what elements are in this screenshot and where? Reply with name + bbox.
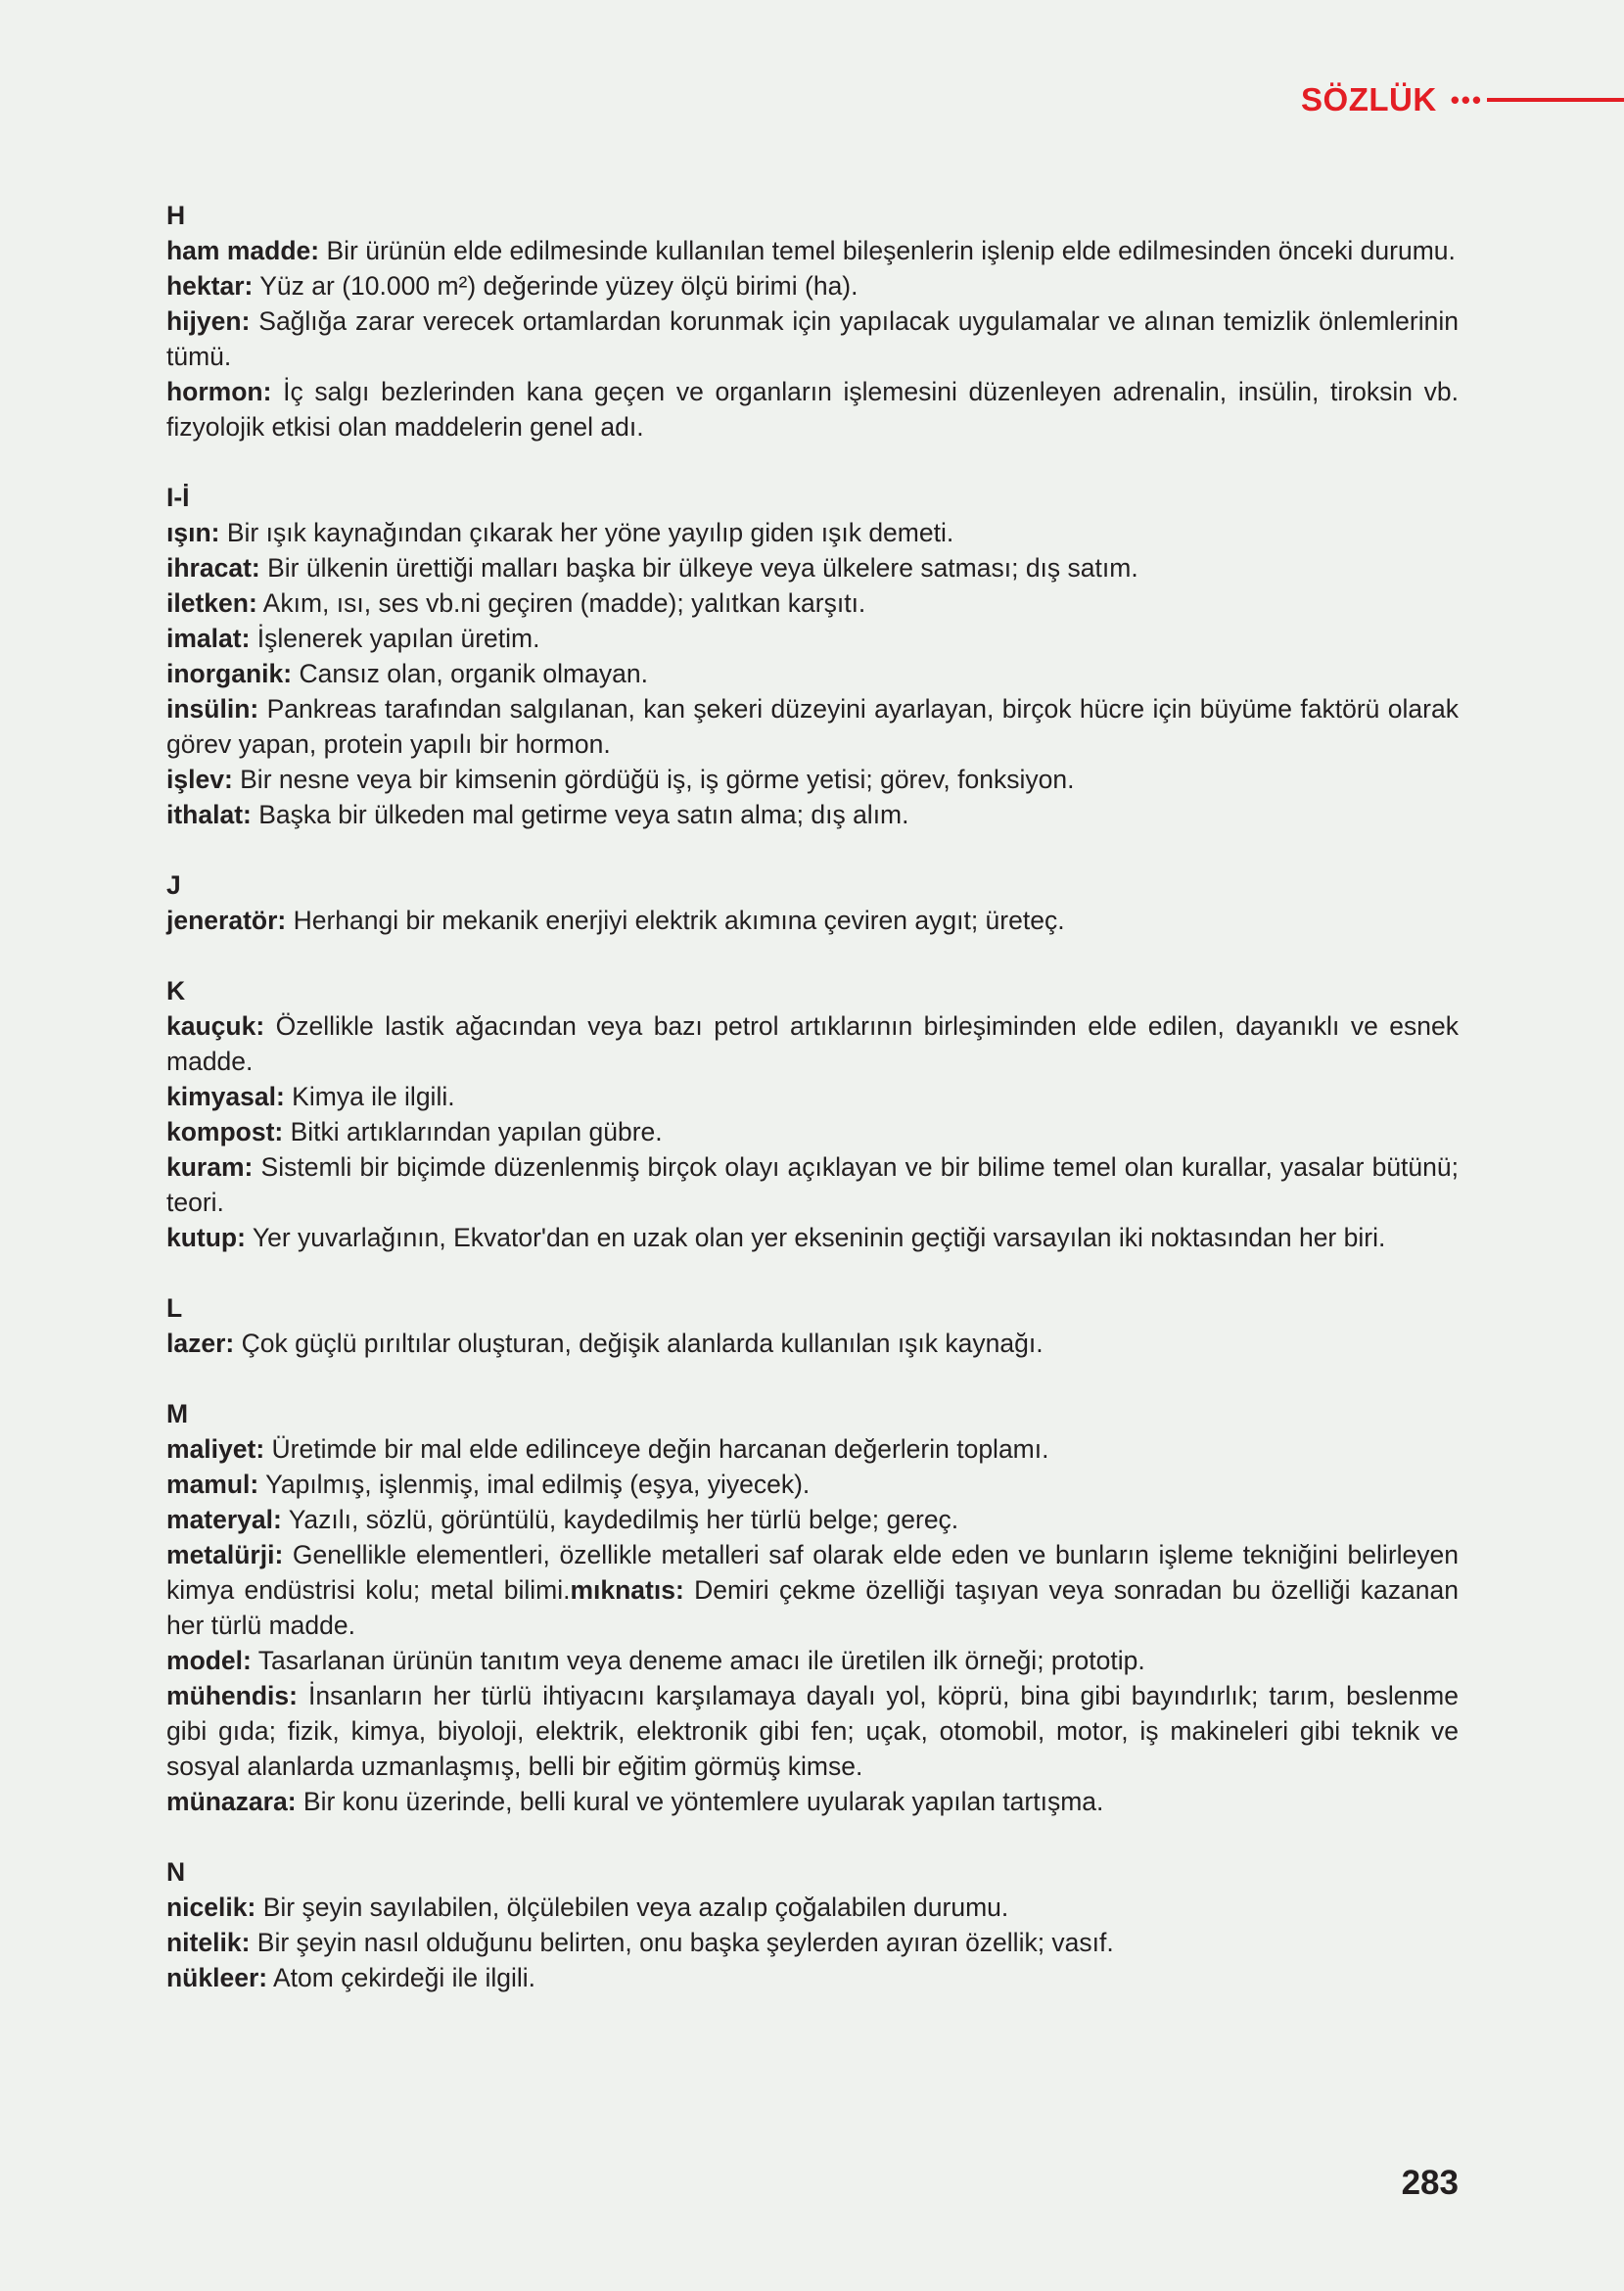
entry-definition: İç salgı bezlerinden kana geçen ve organların işlemesini düzenleyen adrenalin, insülin, tiroksin vb. fizyolojik etkisi olan maddelerin genel adı. [166, 377, 1459, 442]
section-letter: M [166, 1399, 189, 1428]
entry-definition: Herhangi bir mekanik enerjiyi elektrik akımına çeviren aygıt; üreteç. [286, 906, 1065, 935]
glossary-entry [166, 1784, 1459, 1819]
header-title: SÖZLÜK [1301, 81, 1437, 117]
entry-definition: Özellikle lastik ağacından veya bazı petrol artıklarının birleşiminden elde edilen, dayanıklı ve esnek madde. [166, 1011, 1459, 1076]
glossary-entry [166, 797, 1459, 832]
entry-term: ihracat: [166, 553, 260, 583]
glossary-entry [166, 268, 1459, 304]
entry-definition: Bir şeyin nasıl olduğunu belirten, onu başka şeylerden ayıran özellik; vasıf. [250, 1928, 1114, 1957]
glossary-entry [166, 1467, 1459, 1502]
entry-term: inorganik: [166, 659, 293, 688]
glossary-entry [166, 585, 1459, 621]
entry-term: metalürji: [166, 1540, 284, 1569]
entry-term: iletken: [166, 588, 257, 618]
entry-definition: Kimya ile ilgili. [284, 1082, 455, 1111]
section-letter: J [166, 870, 181, 900]
entry-definition: Bir ürünün elde edilmesinde kullanılan temel bileşenlerin işlenip elde edilmesinden önceki durumu. [319, 236, 1456, 265]
entry-term: hormon: [166, 377, 272, 406]
entry-term: kuram: [166, 1152, 254, 1182]
glossary-entry [166, 1643, 1459, 1678]
entry-term: kutup: [166, 1223, 246, 1252]
entry-definition: Demiri çekme özelliği taşıyan veya sonradan bu özelliği kazanan her türlü madde. [166, 1575, 1459, 1640]
section-letter: H [166, 201, 186, 230]
entry-term: nicelik: [166, 1893, 256, 1922]
entry-term: mamul: [166, 1470, 259, 1499]
section-letter: K [166, 976, 186, 1005]
section-letter: N [166, 1857, 186, 1887]
entry-term: jeneratör: [166, 906, 287, 935]
glossary-entry [166, 691, 1459, 762]
entry-definition: Sistemli bir biçimde düzenlenmiş birçok olayı açıklayan ve bir bilime temel olan kurallar, yasalar bütünü; teori. [166, 1152, 1459, 1217]
glossary-section [166, 973, 1459, 1255]
entry-definition: Yazılı, sözlü, görüntülü, kaydedilmiş her türlü belge; gereç. [281, 1505, 959, 1534]
glossary-entry [166, 1008, 1459, 1079]
entry-term: mıknatıs: [570, 1575, 684, 1605]
entry-definition: Tasarlanan ürünün tanıtım veya deneme amacı ile üretilen ilk örneği; prototip. [251, 1646, 1145, 1675]
glossary-entry [166, 515, 1459, 550]
glossary-entry [166, 656, 1459, 691]
entry-term: işlev: [166, 765, 233, 794]
entry-term: hektar: [166, 271, 254, 301]
header-dots: ••• [1450, 84, 1483, 115]
entry-definition: İşlenerek yapılan üretim. [250, 624, 540, 653]
entry-term: ithalat: [166, 800, 252, 829]
glossary-entry [166, 374, 1459, 444]
glossary-entry [166, 1960, 1459, 1995]
entry-term: ham madde: [166, 236, 320, 265]
glossary-entry [166, 1149, 1459, 1220]
entry-term: maliyet: [166, 1434, 265, 1464]
glossary-section [166, 198, 1459, 444]
glossary-section [166, 1396, 1459, 1819]
entry-definition: Bir ışık kaynağından çıkarak her yöne yayılıp giden ışık demeti. [219, 518, 954, 547]
glossary-entry [166, 1079, 1459, 1114]
glossary-entry [166, 762, 1459, 797]
entry-definition: Bir konu üzerinde, belli kural ve yöntemlere uyularak yapılan tartışma. [296, 1787, 1104, 1816]
entry-definition: Atom çekirdeği ile ilgili. [267, 1963, 536, 1992]
glossary-section [166, 1290, 1459, 1361]
entry-term: model: [166, 1646, 252, 1675]
entry-term: kauçuk: [166, 1011, 265, 1041]
entry-term: mühendis: [166, 1681, 298, 1710]
entry-definition: Genellikle elementleri, özellikle metalleri saf olarak elde eden ve bunların işleme tekniğini belirleyen kimya endüstrisi kolu; metal bilimi. [166, 1540, 1459, 1605]
entry-definition: Pankreas tarafından salgılanan, kan şekeri düzeyini ayarlayan, birçok hücre için büyüme faktörü olarak görev yapan, protein yapılı bir hormon. [166, 694, 1459, 759]
entry-definition: İnsanların her türlü ihtiyacını karşılamaya dayalı yol, köprü, bina gibi bayındırlık; tarım, beslenme gibi gıda; fizik, kimya, biyoloji, elektrik, elektronik gibi fen; uçak, otomobil, motor, iş makineleri gibi teknik ve sosyal alanlarda uzmanlaşmış, belli bir eğitim görmüş kimse. [166, 1681, 1459, 1781]
entry-definition: Bir ülkenin ürettiği malları başka bir ülkeye veya ülkelere satması; dış satım. [259, 553, 1138, 583]
page-number: 283 [1401, 2164, 1459, 2202]
header-rule [1487, 98, 1624, 102]
entry-definition: Yer yuvarlağının, Ekvator'dan en uzak olan yer ekseninin geçtiği varsayılan iki noktasından her biri. [245, 1223, 1386, 1252]
entry-term: hijyen: [166, 306, 251, 336]
entry-term: materyal: [166, 1505, 282, 1534]
entry-term: kimyasal: [166, 1082, 285, 1111]
entry-term: insülin: [166, 694, 259, 724]
glossary-entry [166, 1326, 1459, 1361]
entry-term: ışın: [166, 518, 220, 547]
section-letter: I-İ [166, 483, 190, 512]
entry-definition: Bitki artıklarından yapılan gübre. [283, 1117, 663, 1146]
entry-definition: Yapılmış, işlenmiş, imal edilmiş (eşya, yiyecek). [258, 1470, 811, 1499]
glossary-entry [166, 1431, 1459, 1467]
glossary-entry [166, 1537, 1459, 1643]
glossary-entry [166, 1114, 1459, 1149]
section-letter: L [166, 1293, 183, 1323]
entry-term: nükleer: [166, 1963, 268, 1992]
glossary-entry [166, 1925, 1459, 1960]
entry-term: lazer: [166, 1329, 235, 1358]
entry-definition: Yüz ar (10.000 m²) değerinde yüzey ölçü birimi (ha). [253, 271, 858, 301]
glossary-entry [166, 1678, 1459, 1784]
entry-definition: Cansız olan, organik olmayan. [292, 659, 648, 688]
entry-term: münazara: [166, 1787, 297, 1816]
entry-definition: Çok güçlü pırıltılar oluşturan, değişik alanlarda kullanılan ışık kaynağı. [234, 1329, 1044, 1358]
entry-term: kompost: [166, 1117, 284, 1146]
glossary-entry [166, 1220, 1459, 1255]
entry-definition: Bir şeyin sayılabilen, ölçülebilen veya azalıp çoğalabilen durumu. [255, 1893, 1009, 1922]
glossary-section [166, 867, 1459, 938]
glossary-section [166, 1854, 1459, 1995]
glossary-entry [166, 1890, 1459, 1925]
glossary-entry [166, 903, 1459, 938]
entry-definition: Başka bir ülkeden mal getirme veya satın alma; dış alım. [251, 800, 909, 829]
section-header [1301, 78, 1624, 121]
entry-definition: Üretimde bir mal elde edilinceye değin harcanan değerlerin toplamı. [264, 1434, 1049, 1464]
entry-definition: Sağlığa zarar verecek ortamlardan korunmak için yapılacak uygulamalar ve alınan temizlik önlemlerinin tümü. [166, 306, 1459, 371]
glossary-entry [166, 304, 1459, 374]
glossary-content [166, 198, 1459, 2031]
entry-term: nitelik: [166, 1928, 251, 1957]
glossary-entry [166, 1502, 1459, 1537]
entry-definition: Akım, ısı, ses vb.ni geçiren (madde); yalıtkan karşıtı. [256, 588, 866, 618]
glossary-entry [166, 233, 1459, 268]
entry-definition: Bir nesne veya bir kimsenin gördüğü iş, iş görme yetisi; görev, fonksiyon. [232, 765, 1075, 794]
entry-term: imalat: [166, 624, 251, 653]
glossary-entry [166, 621, 1459, 656]
glossary-section [166, 480, 1459, 832]
glossary-entry [166, 550, 1459, 585]
